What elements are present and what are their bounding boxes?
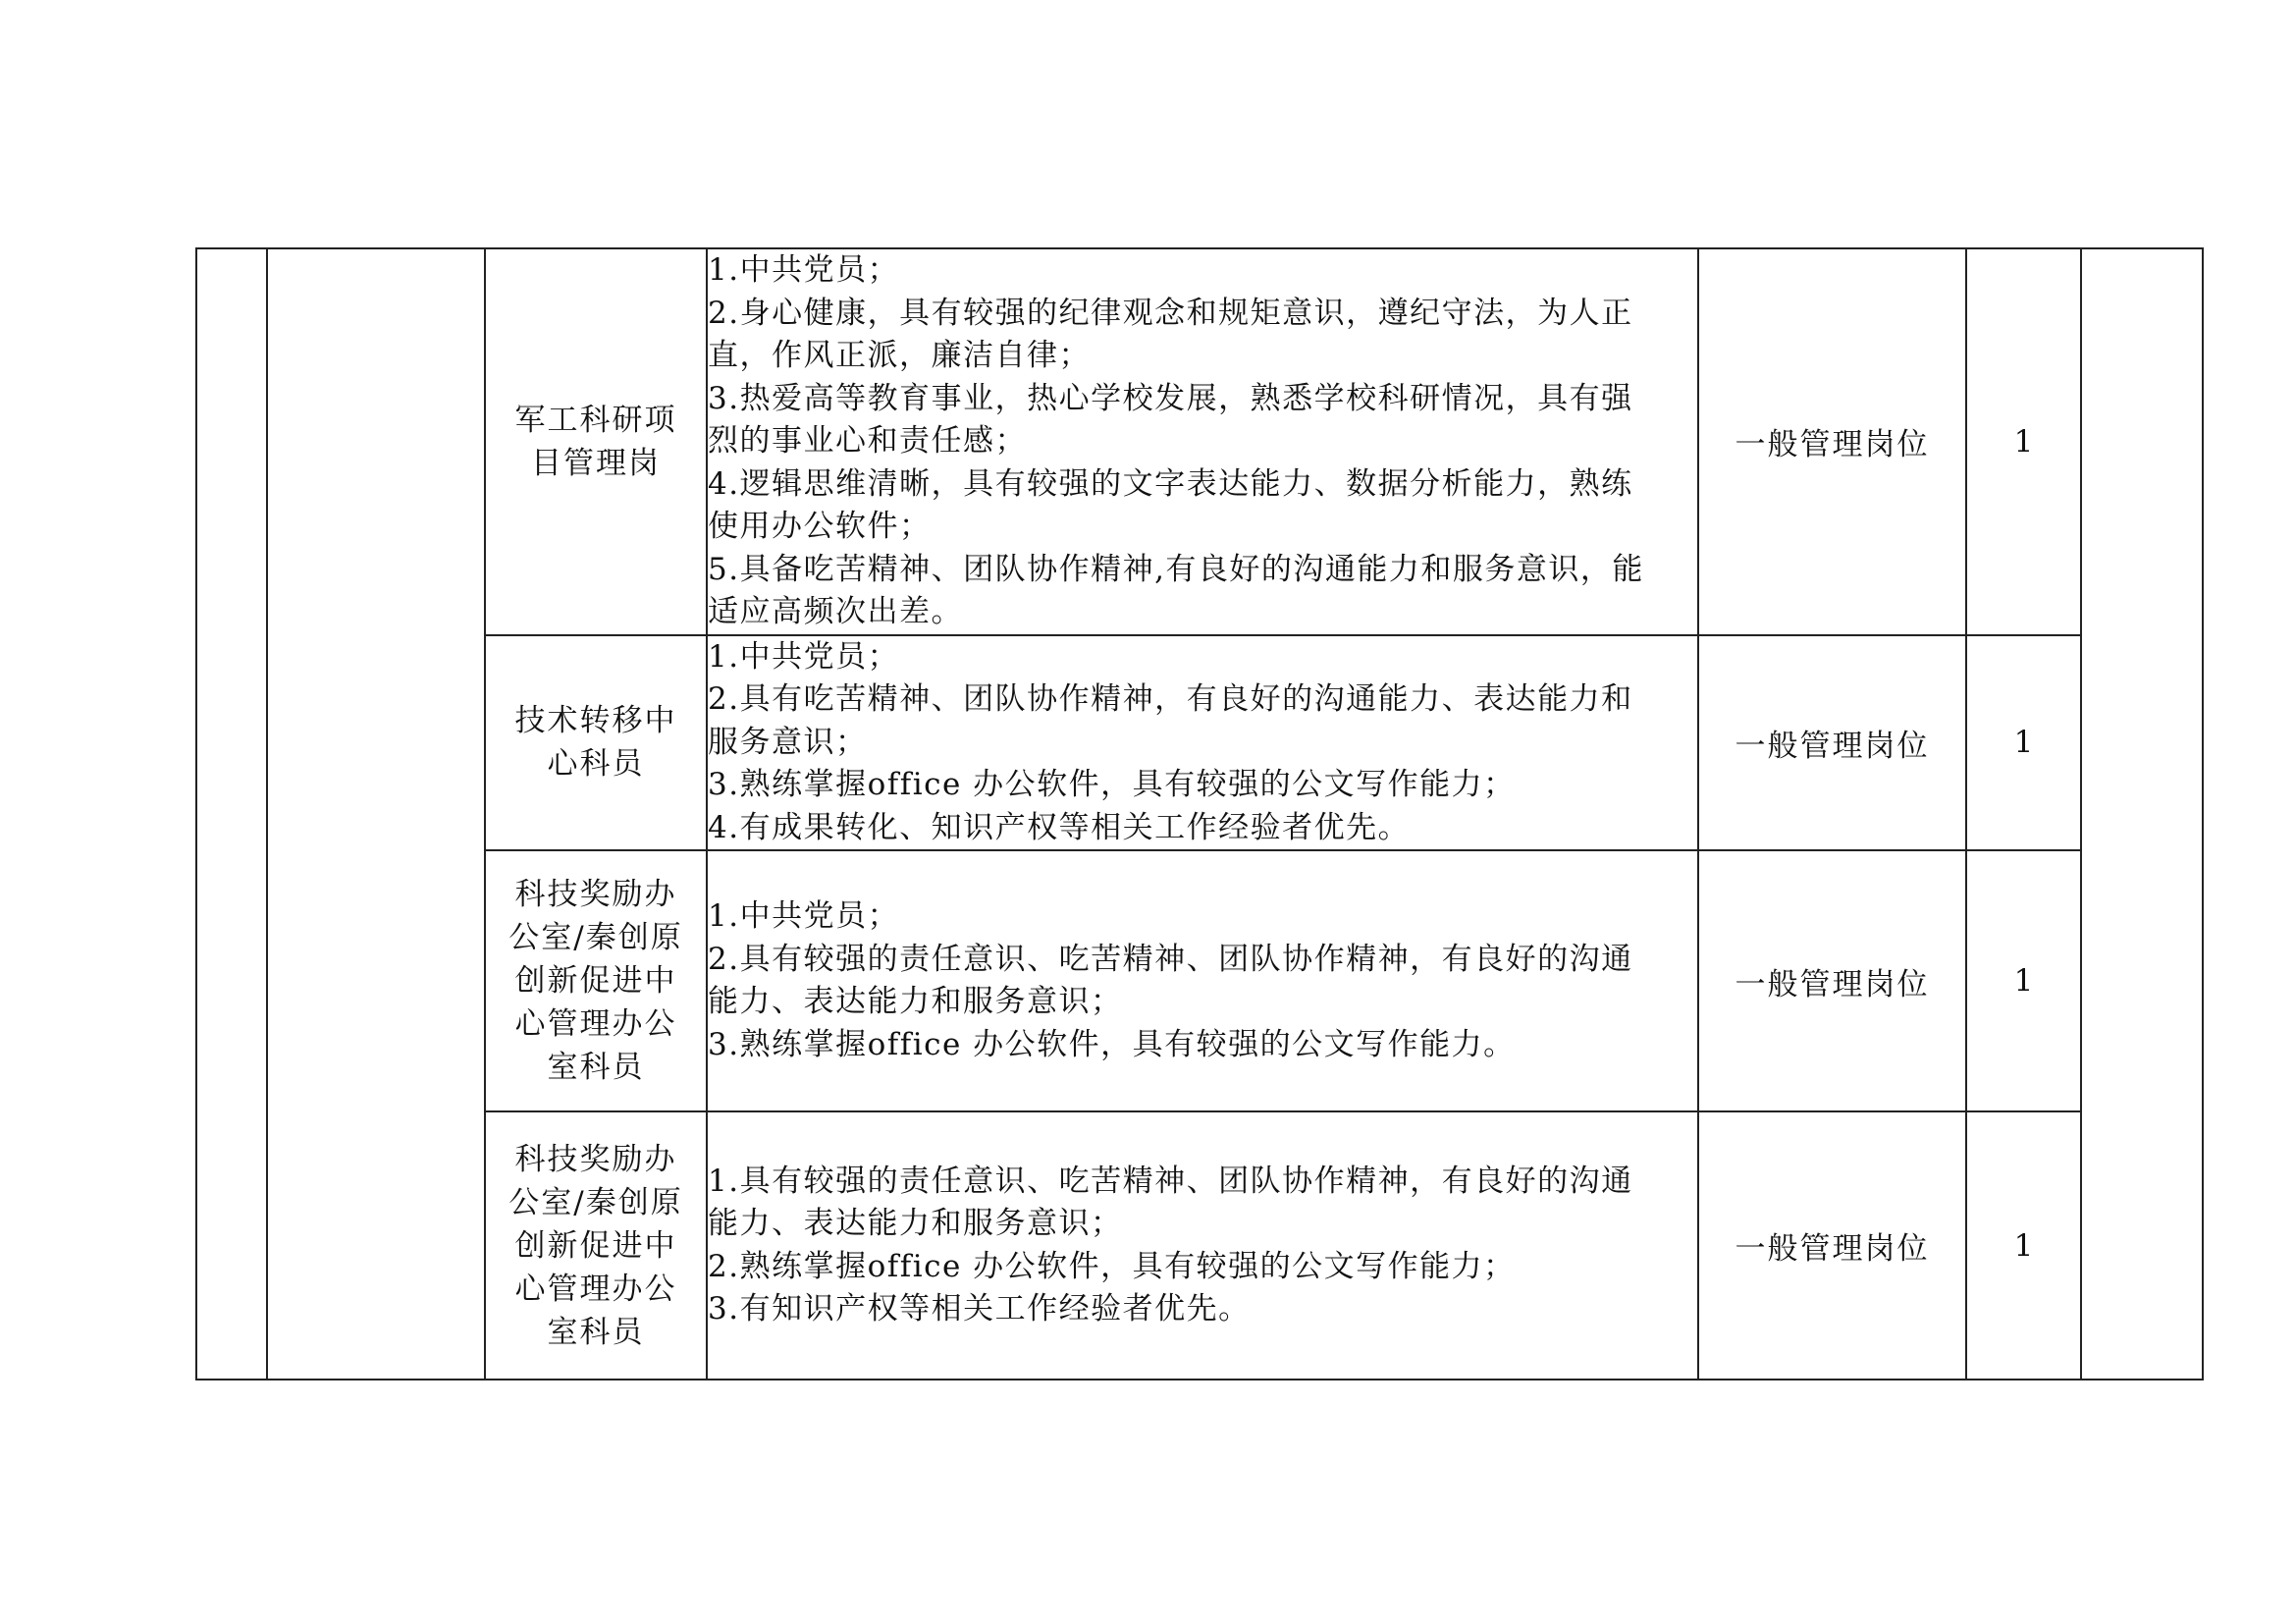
- post-name-cell: [485, 635, 707, 851]
- requirement-line: 能力、表达能力和服务意识；: [708, 984, 1123, 1019]
- requirement-line: 使用办公软件；: [708, 509, 932, 544]
- requirement-line: 适应高频次出差。: [708, 594, 963, 629]
- position-type-cell: 一般管理岗位: [1698, 248, 1966, 635]
- requirements-cell: [707, 635, 1698, 851]
- requirement-line: 3.熟练掌握office 办公软件，具有较强的公文写作能力。: [708, 1026, 1516, 1062]
- table-row: [196, 248, 2203, 635]
- requirement-line: 3.熟练掌握office 办公软件，具有较强的公文写作能力；: [708, 767, 1516, 802]
- requirement-line: 5.具备吃苦精神、团队协作精神,有良好的沟通能力和服务意识，能: [708, 551, 1644, 587]
- requirement-line: 能力、表达能力和服务意识；: [708, 1206, 1123, 1241]
- requirement-line: 烈的事业心和责任感；: [708, 423, 1027, 459]
- post-name-line: 科技奖励办: [514, 1141, 677, 1177]
- requirement-line: 1.中共党员；: [708, 252, 900, 288]
- requirements-cell: [707, 1111, 1698, 1380]
- post-name-line: 公室/秦创原: [508, 920, 683, 955]
- position-type-cell: 一般管理岗位: [1698, 635, 1966, 851]
- post-name-line: 科技奖励办: [514, 877, 677, 912]
- empty-column-cell: [196, 248, 267, 1380]
- post-name-line: 创新促进中: [514, 1227, 677, 1264]
- post-name-cell: [485, 850, 707, 1111]
- headcount-cell: 1: [1966, 850, 2081, 1111]
- table-row: [196, 635, 2203, 851]
- requirement-line: 2.具有较强的责任意识、吃苦精神、团队协作精神，有良好的沟通: [708, 941, 1633, 977]
- requirement-line: 2.熟练掌握office 办公软件，具有较强的公文写作能力；: [708, 1248, 1516, 1284]
- headcount-cell: 1: [1966, 635, 2081, 851]
- requirement-line: 4.逻辑思维清晰，具有较强的文字表达能力、数据分析能力，熟练: [708, 465, 1633, 502]
- requirement-line: 1.中共党员；: [708, 638, 900, 675]
- headcount-cell: 1: [1966, 248, 2081, 635]
- post-name-line: 目管理岗: [531, 445, 661, 481]
- position-type-cell: 一般管理岗位: [1698, 850, 1966, 1111]
- requirements-cell: [707, 850, 1698, 1111]
- requirement-line: 3.热爱高等教育事业，热心学校发展，熟悉学校科研情况，具有强: [708, 380, 1633, 416]
- post-name-line: 创新促进中: [514, 963, 677, 999]
- requirement-line: 1.具有较强的责任意识、吃苦精神、团队协作精神，有良好的沟通: [708, 1163, 1633, 1199]
- empty-column-cell: [2081, 248, 2203, 1380]
- requirement-line: 直，作风正派，廉洁自律；: [708, 338, 1091, 373]
- requirement-line: 2.身心健康，具有较强的纪律观念和规矩意识，遵纪守法，为人正: [708, 295, 1633, 331]
- requirement-line: 1.中共党员；: [708, 898, 900, 934]
- requirement-line: 4.有成果转化、知识产权等相关工作经验者优先。: [708, 809, 1411, 845]
- table-row: [196, 850, 2203, 1111]
- post-name-line: 公室/秦创原: [508, 1184, 683, 1220]
- post-name-line: 心管理办公: [514, 1271, 677, 1307]
- post-name-line: 室科员: [547, 1314, 645, 1350]
- requirements-cell: [707, 248, 1698, 635]
- positions-table: [195, 247, 2204, 1380]
- post-name-line: 心管理办公: [514, 1006, 677, 1042]
- headcount-cell: 1: [1966, 1111, 2081, 1380]
- requirement-line: 2.具有吃苦精神、团队协作精神，有良好的沟通能力、表达能力和: [708, 681, 1633, 717]
- post-name-line: 技术转移中: [514, 703, 677, 739]
- post-name-line: 室科员: [547, 1050, 645, 1085]
- post-name-cell: [485, 1111, 707, 1380]
- table-row: [196, 1111, 2203, 1380]
- post-name-line: 军工科研项: [514, 402, 677, 438]
- requirement-line: 服务意识；: [708, 724, 868, 760]
- post-name-line: 心科员: [547, 746, 645, 783]
- empty-column-cell: [267, 248, 485, 1380]
- position-type-cell: 一般管理岗位: [1698, 1111, 1966, 1380]
- post-name-cell: [485, 248, 707, 635]
- requirement-line: 3.有知识产权等相关工作经验者优先。: [708, 1291, 1251, 1326]
